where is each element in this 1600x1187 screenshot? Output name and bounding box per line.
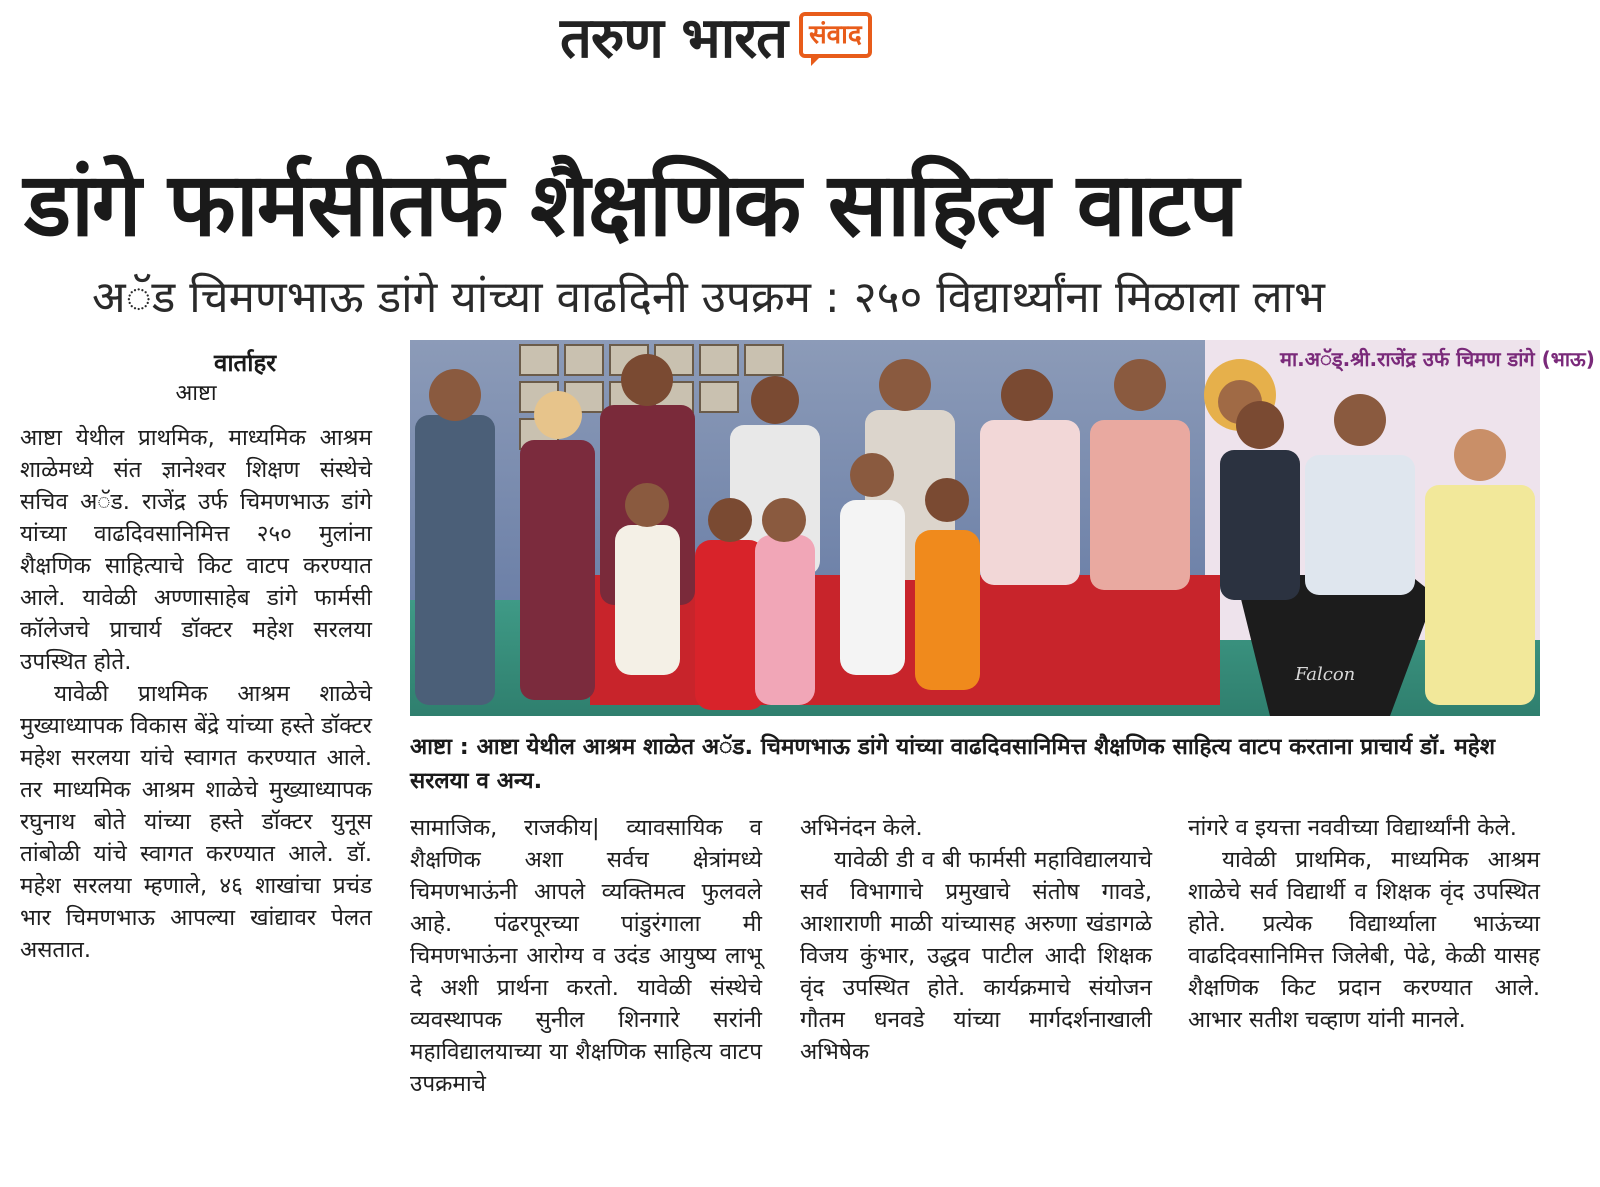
byline-reporter: वार्ताहर	[214, 349, 277, 377]
article-subheadline: अॅड चिमणभाऊ डांगे यांच्या वाढदिनी उपक्रम : २५० विद्यार्थ्यांना मिळाला लाभ	[92, 272, 1325, 323]
banner-text: मा.अॅड्.श्री.राजेंद्र उर्फ चिमण डांगे (भाऊ)	[1280, 347, 1595, 371]
column-2-paragraph-1: सामाजिक, राजकीय| व्यावसायिक व शैक्षणिक अशा सर्वच क्षेत्रांमध्ये चिमणभाऊंनी आपले व्यक्तिमत्व फुलवले आहे. पंढरपूरच्या पांडुरंगाला मी चिमणभाऊंना आरोग्य व उदंड आयुष्य लाभू दे अशी प्रार्थना करतो. यावेळी संस्थेचे व्यवस्थापक सुनील शिनगारे सरांनी महाविद्यालयाच्या या शैक्षणिक साहित्य वाटप उपक्रमाचे	[410, 815, 762, 1097]
masthead	[560, 0, 872, 78]
column-4-paragraph-2: यावेळी प्राथमिक, माध्यमिक आश्रम शाळेचे सर्व विद्यार्थी व शिक्षक वृंद उपस्थित होते. प्रत्येक विद्यार्थ्याला भाऊंच्या वाढदिवसानिमित्त जिलेबी, पेढे, केळी यासह शैक्षणिक किट प्रदान करण्यात आले. आभार सतीश चव्हाण यांनी मानले.	[1188, 847, 1540, 1033]
column-3-paragraph-1: अभिनंदन केले.	[800, 815, 923, 841]
byline-place: आष्टा	[175, 381, 217, 406]
masthead-title: तरुण भारत	[560, 6, 788, 71]
podium-brand: Falcon	[1295, 664, 1356, 685]
column-1-paragraph-1: आष्टा येथील प्राथमिक, माध्यमिक आश्रम शाळेमध्ये संत ज्ञानेश्वर शिक्षण संस्थेचे सचिव अॅड. राजेंद्र उर्फ चिमणभाऊ डांगे यांच्या वाढदिवसानिमित्त २५० मुलांना शैक्षणिक साहित्याचे किट वाटप करण्यात आले. यावेळी अण्णासाहेब डांगे फार्मसी कॉलेजचे प्राचार्य डॉक्टर महेश सरलया उपस्थित होते.	[20, 425, 372, 675]
article-photo	[410, 340, 1595, 716]
article-column-2	[410, 812, 762, 1100]
article-column-4	[1188, 812, 1540, 1036]
byline	[20, 346, 372, 408]
photo-caption: आष्टा : आष्टा येथील आश्रम शाळेत अॅड. चिमणभाऊ डांगे यांच्या वाढदिवसानिमित्त शैक्षणिक साहित्य वाटप करताना प्राचार्य डॉ. महेश सरलया व अन्य.	[410, 734, 1495, 794]
event-photo-illustration	[410, 340, 1595, 716]
column-1-paragraph-2: यावेळी प्राथमिक आश्रम शाळेचे मुख्याध्यापक विकास बेंद्रे यांच्या हस्ते डॉक्टर महेश सरलया यांचे स्वागत करण्यात आले. तर माध्यमिक आश्रम शाळेचे मुख्याध्यापक रघुनाथ बोते यांच्या हस्ते डॉक्टर युनूस तांबोळी यांचे स्वागत करण्यात आले. डॉ. महेश सरलया म्हणाले, ४६ शाखांचा प्रचंड भार चिमणभाऊ आपल्या खांद्यावर पेलत असतात.	[20, 681, 372, 963]
article-headline: डांगे फार्मसीतर्फे शैक्षणिक साहित्य वाटप	[24, 153, 1237, 256]
article-column-3	[800, 812, 1152, 1068]
column-3-paragraph-2: यावेळी डी व बी फार्मसी महाविद्यालयाचे सर्व विभागाचे प्रमुखाचे संतोष गावडे, आशाराणी माळी यांच्यासह अरुणा खंडागळे विजय कुंभार, उद्धव पाटील आदी शिक्षक वृंद उपस्थित होते. कार्यक्रमाचे संयोजन गौतम धनवडे यांच्या मार्गदर्शनाखाली अभिषेक	[800, 847, 1152, 1065]
column-4-paragraph-1: नांगरे व इयत्ता नववीच्या विद्यार्थ्यांनी केले.	[1188, 815, 1517, 841]
article-column-1	[20, 422, 372, 966]
masthead-badge: संवाद	[799, 12, 872, 58]
